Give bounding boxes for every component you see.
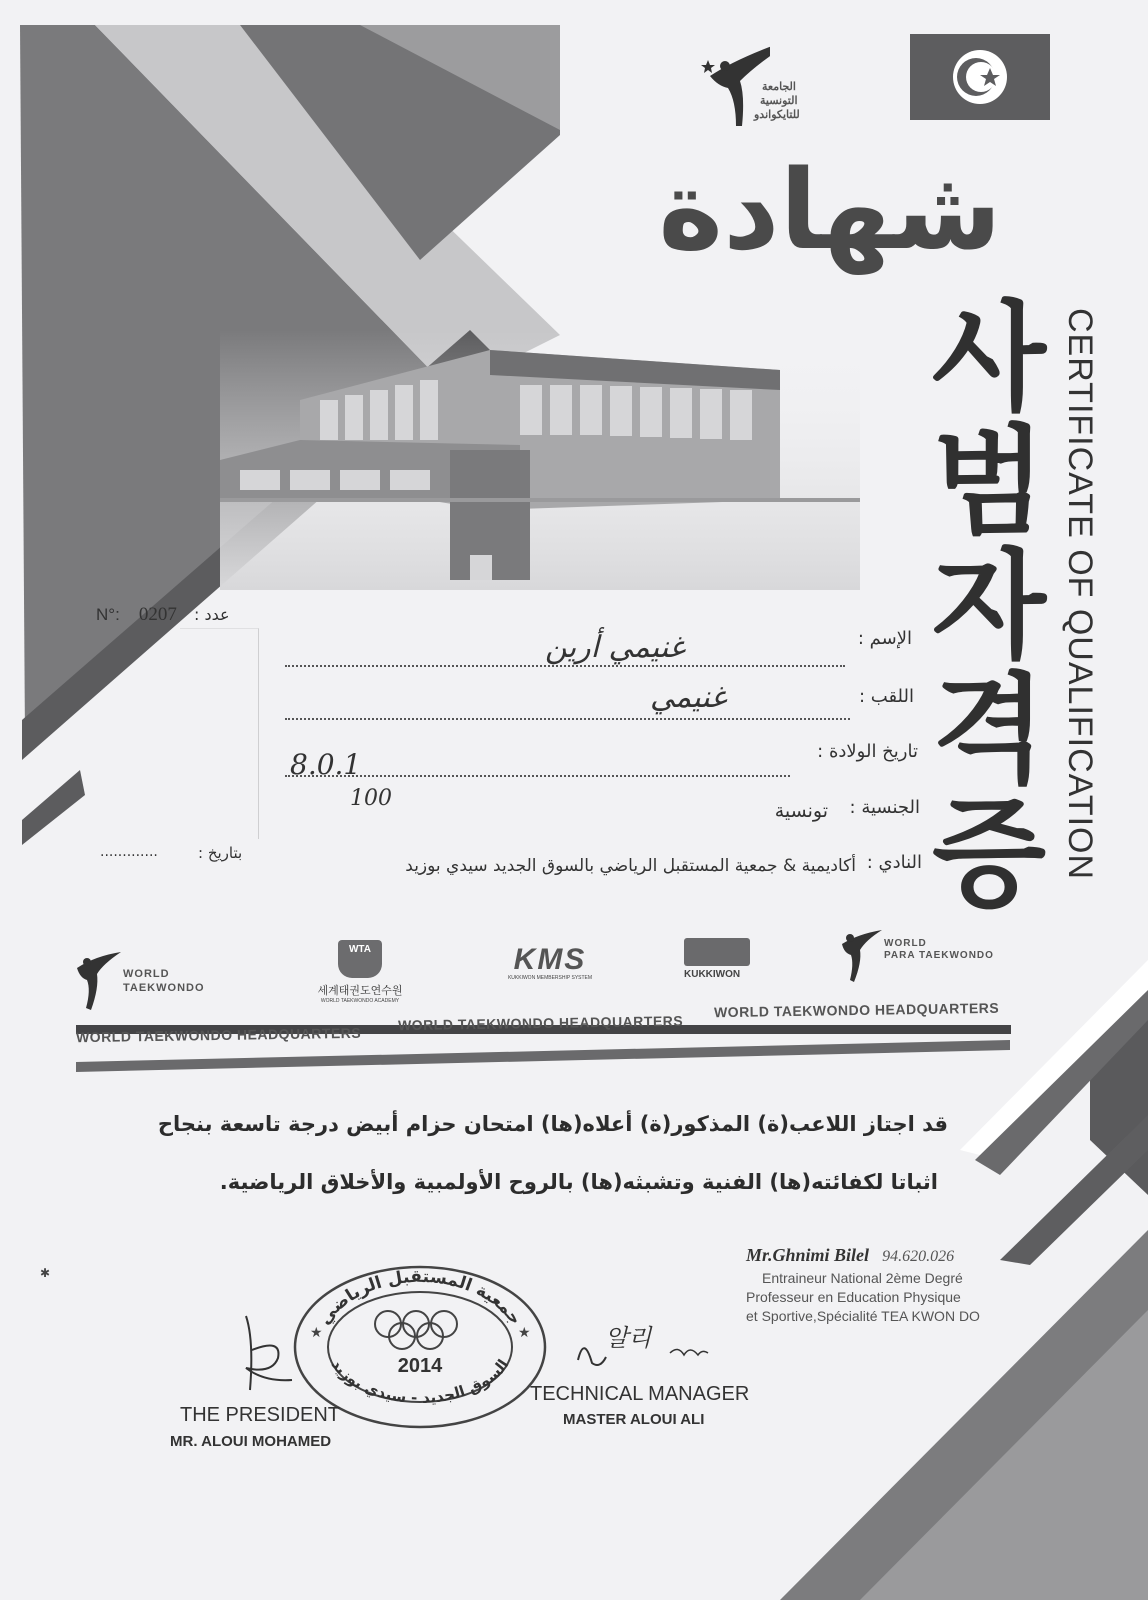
title-english: CERTIFICATE OF QUALIFICATION	[1061, 308, 1099, 881]
seal-year: 2014	[397, 1355, 443, 1377]
birth-value-a: 8.0.1	[290, 748, 362, 781]
manager-korean-sign: 알리	[605, 1324, 652, 1352]
para-kicker-icon	[840, 928, 884, 983]
serial-label-ar: : عدد	[194, 605, 230, 624]
seal-bottom-text: السوق الجديد - سيدي بوزيد	[327, 1355, 513, 1407]
federation-logo	[700, 36, 820, 136]
left-thin-strip	[22, 770, 85, 845]
seal-star-left-icon: ★	[310, 1325, 323, 1341]
nationality-label: الجنسية :	[849, 797, 920, 818]
surname-label: اللقب :	[858, 686, 914, 707]
president-signature	[232, 1310, 302, 1400]
federation-name-line2: التونسية	[760, 95, 798, 107]
wta-korean: 세계태권도연수원	[317, 984, 403, 997]
surname-value: غنيمي	[650, 680, 727, 715]
serial-label-fr: N°:	[96, 605, 120, 624]
wta-sub: WORLD TAEKWONDO ACADEMY	[320, 998, 400, 1004]
building-illustration	[220, 330, 860, 590]
hq-stripe-gradient	[76, 1040, 1010, 1072]
kukkiwon-logo	[684, 938, 754, 984]
kukkiwon-text: KUKKIWON	[684, 969, 741, 980]
name-dots	[285, 665, 845, 667]
wt-kicker-icon	[75, 950, 123, 1012]
seal-star-right-icon: ★	[518, 1325, 531, 1341]
para-line2: PARA TAEKWONDO	[884, 950, 994, 961]
serial-number: 0207	[138, 604, 177, 625]
name-value: غنيمي أرين	[545, 630, 685, 665]
federation-name-line1: الجامعة	[762, 81, 796, 93]
federation-name-line3: للتايكواندو	[754, 109, 800, 121]
issue-date-label: بتاريخ :	[198, 844, 243, 862]
title-arabic: شهادة	[658, 146, 1002, 274]
title-korean: 사범자격증	[910, 295, 1048, 915]
coach-name: Mr.Ghnimi Bilel	[746, 1245, 870, 1265]
wta-badge-icon	[338, 940, 382, 978]
wt-line2: TAEKWONDO	[123, 982, 205, 994]
manager-role: TECHNICAL MANAGER	[530, 1383, 750, 1405]
coach-phone: 94.620.026	[882, 1248, 955, 1265]
body-text-line2: اثباتا لكفائته(ها) الفنية وتشبثه(ها) بالروح الأولمبية والأخلاق الرياضية.	[219, 1170, 938, 1194]
world-para-taekwondo-logo	[840, 928, 1010, 983]
coach-line1: Entraineur National 2ème Degré	[762, 1270, 963, 1286]
wta-badge: WTA	[348, 944, 372, 955]
kms-text: KMS	[513, 943, 587, 976]
surname-dots	[285, 718, 850, 720]
svg-text:جمعية المستقبل الرياضي	[315, 1267, 526, 1329]
olympic-rings-icon	[375, 1311, 457, 1349]
hq-label-3: WORLD TAEKWONDO HEADQUARTERS	[713, 999, 1000, 1021]
body-text-line1: قد اجتاز اللاعب(ة) المذكور(ة) أعلاه(ها) امتحان حزام أبيض درجة تاسعة بنجاح	[157, 1112, 948, 1136]
kms-sub: KUKKIWON MEMBERSHIP SYSTEM	[507, 975, 593, 981]
hq-label-1: WORLD TAEKWONDO HEADQUARTERS	[75, 1024, 362, 1046]
serial-row	[96, 604, 230, 626]
bottom-right-light	[860, 1310, 1148, 1600]
club-label: النادي :	[866, 852, 922, 873]
para-line1: WORLD	[884, 938, 927, 949]
coach-block	[746, 1245, 1016, 1324]
taekwondo-kicker-icon	[700, 36, 770, 136]
club-value-line1: أكاديمية & جمعية المستقبل الرياضي بالسوق الجديد سيدي بوزيد	[405, 856, 856, 876]
tunisia-flag-icon	[910, 34, 1050, 120]
manager-name: MASTER ALOUI ALI	[563, 1411, 705, 1428]
name-label: الإسم :	[857, 628, 912, 649]
world-taekwondo-logo	[75, 950, 225, 1015]
ink-mark-icon: ✱	[40, 1266, 51, 1280]
coach-line2: Professeur en Education Physique	[746, 1289, 961, 1305]
hq-label-2: WORLD TAEKWONDO HEADQUARTERS	[397, 1012, 684, 1034]
nationality-value: تونسية	[774, 800, 828, 822]
kukkiwon-emblem-icon	[684, 938, 750, 966]
wt-line1: WORLD	[123, 968, 170, 980]
kms-logo	[495, 945, 605, 985]
president-name: MR. ALOUI MOHAMED	[170, 1433, 332, 1450]
seal-top-text: جمعية المستقبل الرياضي	[314, 1266, 526, 1329]
coach-line3: et Sportive,Spécialité TEA KWON DO	[746, 1308, 980, 1324]
wta-logo	[305, 940, 415, 1010]
issue-date-value: .............	[100, 844, 158, 860]
birth-label: تاريخ الولادة :	[817, 741, 918, 762]
photo-box	[180, 628, 259, 839]
president-role: THE PRESIDENT	[180, 1404, 341, 1426]
birth-value-b: 100	[350, 786, 392, 811]
